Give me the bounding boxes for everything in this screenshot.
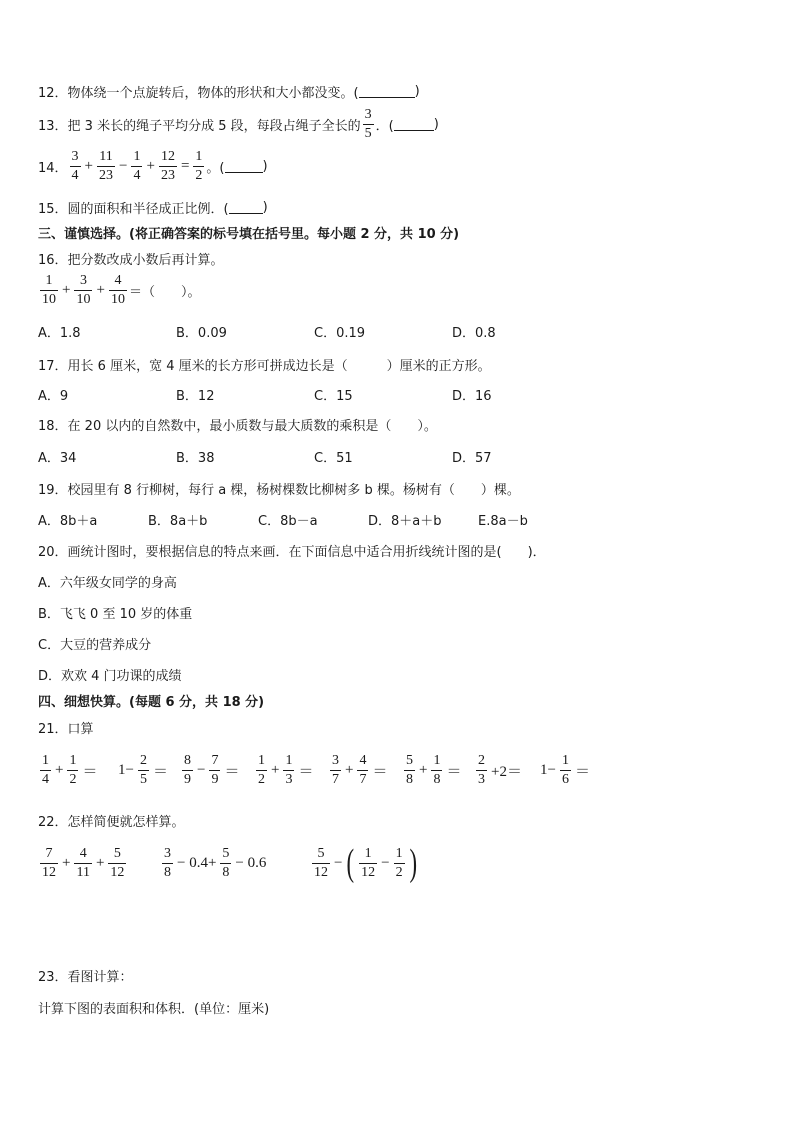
question-16-expression: $\frac{1}{10}$ + $\frac{3}{10}$ + $\frac{4}{10}$ ＝（ ）。	[42, 273, 201, 307]
mental-calc-5: $\frac{3}{7}$ + $\frac{4}{7}$ ＝	[332, 753, 388, 787]
option-b[interactable]: B．12	[176, 389, 215, 404]
answer-blank[interactable]	[359, 85, 415, 98]
mental-calc-6: $\frac{5}{8}$ + $\frac{1}{8}$ ＝	[406, 753, 462, 787]
answer-blank[interactable]	[225, 160, 263, 173]
option-d[interactable]: D．8＋a＋b	[368, 514, 442, 529]
question-16: 16．把分数改成小数后再计算。	[38, 253, 224, 268]
question-13-text: 13．把 3 米长的绳子平均分成 5 段，每段占绳子全长的	[38, 119, 361, 134]
option-c[interactable]: C．15	[314, 389, 353, 404]
option-e[interactable]: E.8a－b	[478, 514, 528, 529]
simplify-calc-2: $\frac{3}{8}$ − 0.4+ $\frac{5}{8}$ − 0.6	[164, 846, 267, 880]
option-b[interactable]: B．38	[176, 451, 215, 466]
mental-calc-4: $\frac{1}{2}$ + $\frac{1}{3}$ ＝	[258, 753, 314, 787]
question-21: 21．口算	[38, 722, 94, 737]
option-c[interactable]: C．8b－a	[258, 514, 318, 529]
fraction: $\frac{11}{23}$	[99, 149, 114, 183]
section-3-heading: 三、谨慎选择。(将正确答案的标号填在括号里。每小题 2 分，共 10 分)	[38, 227, 460, 242]
option-d[interactable]: D．16	[452, 389, 492, 404]
question-20: 20．画统计图时，要根据信息的特点来画．在下面信息中适合用折线统计图的是( )．	[38, 545, 546, 560]
option-b[interactable]: B．飞飞 0 至 10 岁的体重	[38, 607, 193, 622]
mental-calc-8: 1− $\frac{1}{6}$ ＝	[540, 753, 590, 787]
mental-calc-7: $\frac{2}{3}$ +2＝	[478, 753, 522, 787]
simplify-calc-1: $\frac{7}{12}$ + $\frac{4}{11}$ + $\frac{5}{12}$	[42, 846, 125, 880]
option-a[interactable]: A．9	[38, 389, 69, 404]
option-a[interactable]: A．1.8	[38, 326, 81, 341]
question-15: 15．圆的面积和半径成正比例．( )	[38, 200, 268, 217]
option-d[interactable]: D．欢欢 4 门功课的成绩	[38, 669, 182, 684]
fraction: $\frac{1}{2}$	[195, 149, 203, 183]
question-23: 23．看图计算：	[38, 970, 133, 985]
option-a[interactable]: A．六年级女同学的身高	[38, 576, 177, 591]
question-17: 17．用长 6 厘米，宽 4 厘米的长方形可拼成边长是（ ）厘米的正方形。	[38, 359, 491, 374]
question-13: 13．把 3 米长的绳子平均分成 5 段，每段占绳子全长的 $\frac{3}{5}$ ．( )	[38, 107, 439, 141]
question-23-sub: 计算下图的表面积和体积．(单位：厘米)	[38, 1002, 270, 1017]
fraction: $\frac{3}{4}$	[71, 149, 79, 183]
mental-calc-3: $\frac{8}{9}$ − $\frac{7}{9}$ ＝	[184, 753, 240, 787]
answer-blank[interactable]	[394, 118, 434, 131]
simplify-calc-3: $\frac{5}{12}$ − ( $\frac{1}{12}$ − $\frac{1}{2}$ )	[314, 842, 417, 884]
fraction: $\frac{1}{10}$	[42, 273, 56, 307]
option-d[interactable]: D．0.8	[452, 326, 496, 341]
option-c[interactable]: C．大豆的营养成分	[38, 638, 152, 653]
answer-blank[interactable]	[229, 201, 263, 214]
fraction: $\frac{12}{23}$	[160, 149, 175, 183]
question-15-text: 15．圆的面积和半径成正比例．(	[38, 202, 229, 217]
question-18: 18．在 20 以内的自然数中，最小质数与最大质数的乘积是（ ）。	[38, 419, 437, 434]
option-c[interactable]: C．51	[314, 451, 353, 466]
question-22: 22．怎样简便就怎样算。	[38, 815, 185, 830]
section-4-heading: 四、细想快算。(每题 6 分，共 18 分)	[38, 695, 265, 710]
option-b[interactable]: B．0.09	[176, 326, 227, 341]
question-12: 12．物体绕一个点旋转后，物体的形状和大小都没变。( )	[38, 84, 420, 101]
question-19: 19．校园里有 8 行柳树，每行 a 棵，杨树棵数比柳树多 b 棵。杨树有（ ）棵。	[38, 483, 520, 498]
question-12-text: 12．物体绕一个点旋转后，物体的形状和大小都没变。(	[38, 86, 359, 101]
fraction: $\frac{3}{5}$	[364, 107, 372, 141]
fraction: $\frac{1}{4}$	[133, 149, 141, 183]
fraction: $\frac{4}{10}$	[110, 273, 125, 307]
option-b[interactable]: B．8a＋b	[148, 514, 208, 529]
question-14: 14． $\frac{3}{4}$ + $\frac{11}{23}$ − $\frac{1}{4}$ + $\frac{12}{23}$ = $\frac{1}{2}$ 。( )	[38, 149, 268, 183]
mental-calc-1: $\frac{1}{4}$ + $\frac{1}{2}$ ＝	[42, 753, 98, 787]
option-d[interactable]: D．57	[452, 451, 492, 466]
option-a[interactable]: A．8b＋a	[38, 514, 98, 529]
option-a[interactable]: A．34	[38, 451, 77, 466]
option-c[interactable]: C．0.19	[314, 326, 366, 341]
mental-calc-2: 1− $\frac{2}{5}$ ＝	[118, 753, 168, 787]
fraction: $\frac{3}{10}$	[76, 273, 91, 307]
